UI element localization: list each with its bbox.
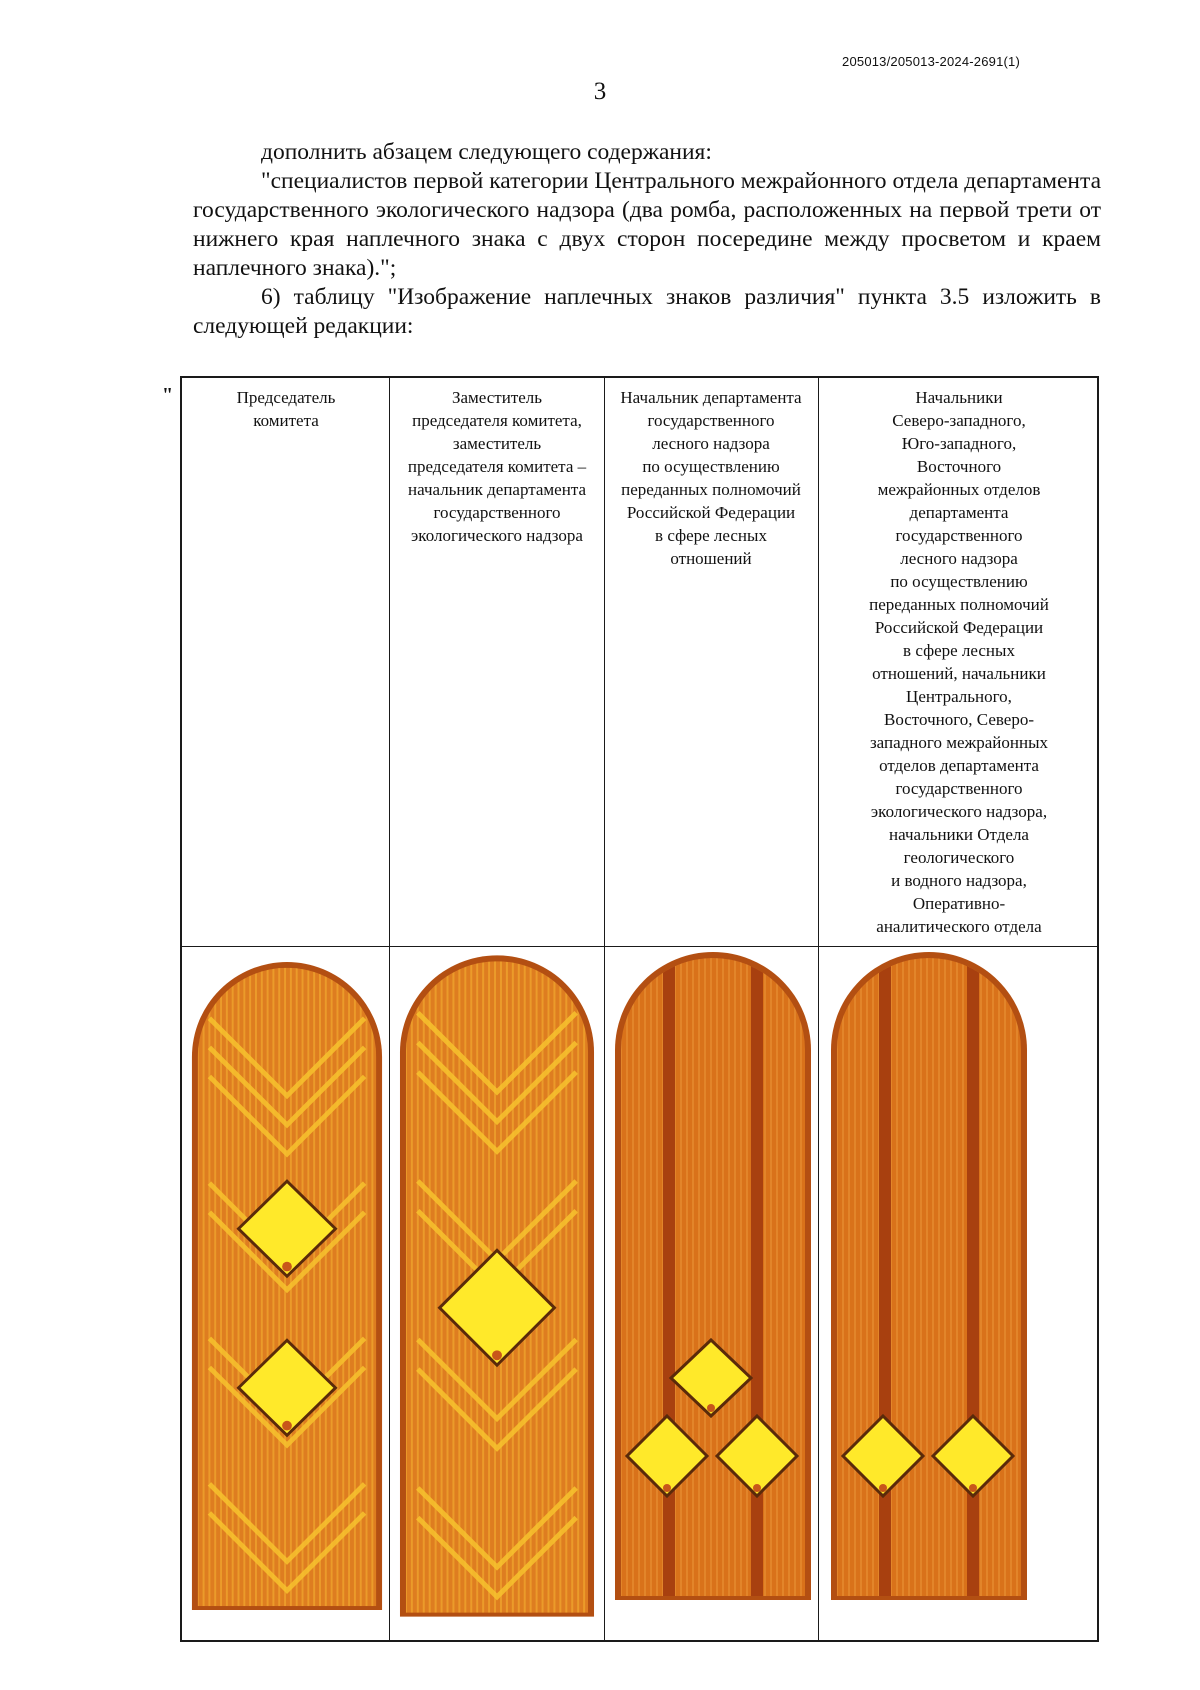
insignia-table: [180, 376, 1099, 1642]
heading-chairman: Председатель комитета: [236, 388, 336, 430]
opening-quote: ": [162, 384, 174, 406]
paragraph-1: дополнить абзацем следующего содержания:: [261, 139, 712, 165]
paragraph-3: 6) таблицу "Изображение наплечных знаков различия" пункта 3.5 изложить в следующей редакции:: [193, 284, 1101, 339]
column-divider: [818, 378, 819, 1640]
body-text: [193, 138, 1101, 341]
document-id: 205013/205013-2024-2691(1): [842, 54, 1020, 69]
column-divider: [604, 378, 605, 1640]
row-divider: [182, 946, 1097, 947]
page-number: 3: [593, 78, 607, 105]
stripe-left: [663, 950, 675, 1620]
heading-regional-heads: Начальники Северо-западного, Юго-западного, Восточного межрайонных отделов департамента государственного лесного надзора по осуществлению переданных полномочий Российской Федерации в сфере лесных отношений, начальники Центрального, Восточного, Северо- западного межрайонных отделов департамента государственного экологического надзора, начальники Отдела геологического и водного надзора, Оперативно- аналитического отдела: [869, 388, 1049, 936]
stripe-right: [967, 950, 979, 1620]
shoulder-strap-forest-head: [612, 950, 814, 1620]
heading-deputy-chairman: Заместитель председателя комитета, заместитель председателя комитета – начальник департамента государственного экологического надзора: [407, 388, 587, 545]
paragraph-2: "специалистов первой категории Центрального межрайонного отдела департамента государственного экологического надзора (два ромба, расположенных на первой трети от нижнего края наплечного знака с двух сторон посередине между просветом и краем наплечного знака).";: [193, 168, 1101, 281]
shoulder-strap-deputy: [398, 950, 596, 1620]
shoulder-strap-regional-heads: [828, 950, 1030, 1620]
shoulder-strap-chairman: [190, 950, 384, 1620]
stripe-left: [879, 950, 891, 1620]
heading-forest-dept-head: Начальник департамента государственного лесного надзора по осуществлению переданных полномочий Российской Федерации в сфере лесных отношений: [620, 388, 802, 568]
stripe-right: [751, 950, 763, 1620]
column-divider: [389, 378, 390, 1640]
